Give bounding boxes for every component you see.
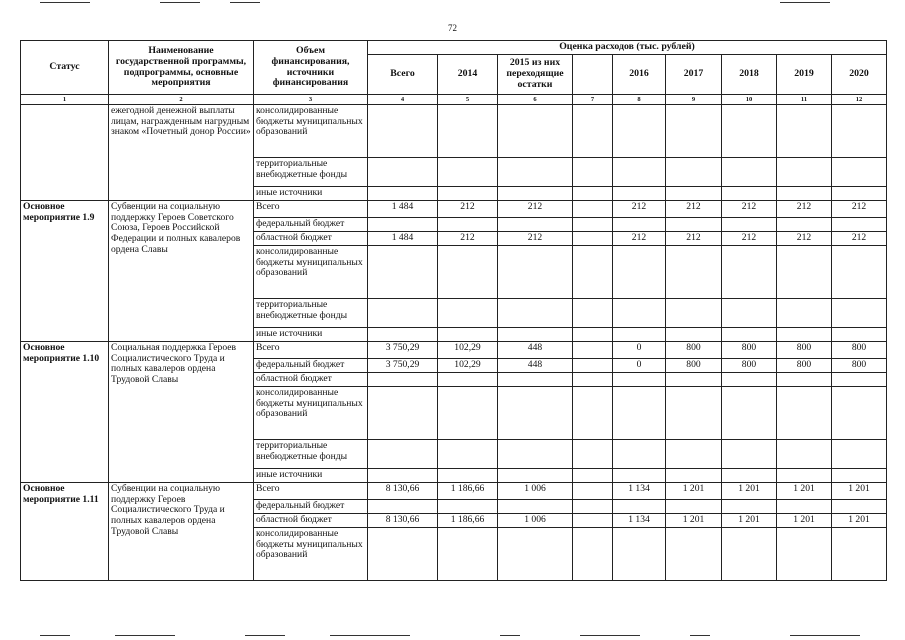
budget-table [20, 40, 887, 581]
value-cell: 800 [666, 359, 722, 373]
column-number: 7 [573, 95, 613, 105]
value-cell [666, 218, 722, 232]
value-cell [777, 528, 832, 581]
value-cell [666, 387, 722, 440]
funding-source-cell: иные источники [254, 469, 368, 483]
column-number: 4 [368, 95, 438, 105]
funding-source-cell: иные источники [254, 187, 368, 201]
value-cell: 212 [613, 232, 666, 246]
column-number: 10 [722, 95, 777, 105]
scan-line [40, 2, 90, 3]
value-cell: 800 [832, 342, 887, 359]
value-cell [722, 299, 777, 328]
column-number: 5 [438, 95, 498, 105]
value-cell [722, 218, 777, 232]
value-cell [368, 440, 438, 469]
table-row [21, 342, 887, 359]
value-cell [573, 218, 613, 232]
value-cell [368, 373, 438, 387]
value-cell [438, 299, 498, 328]
scan-line [40, 635, 70, 636]
funding-source-cell: федеральный бюджет [254, 500, 368, 514]
value-cell: 102,29 [438, 342, 498, 359]
value-cell [832, 246, 887, 299]
funding-source-cell: консолидированные бюджеты муниципальных образований [254, 387, 368, 440]
value-cell [832, 500, 887, 514]
header-year: 2016 [613, 55, 666, 95]
value-cell [832, 373, 887, 387]
funding-source-cell: Всего [254, 483, 368, 500]
value-cell [777, 500, 832, 514]
scan-line [790, 635, 860, 636]
value-cell [666, 469, 722, 483]
value-cell [722, 469, 777, 483]
value-cell: 1 484 [368, 232, 438, 246]
value-cell: 1 134 [613, 483, 666, 500]
value-cell [832, 218, 887, 232]
value-cell [666, 373, 722, 387]
value-cell: 3 750,29 [368, 359, 438, 373]
value-cell: 212 [498, 232, 573, 246]
scan-line [580, 635, 640, 636]
value-cell: 1 186,66 [438, 514, 498, 528]
funding-source-cell: территориальные внебюджетные фонды [254, 299, 368, 328]
value-cell [438, 469, 498, 483]
status-cell: Основное мероприятие 1.10 [21, 342, 109, 483]
header-status: Статус [21, 41, 109, 95]
scan-line [245, 635, 285, 636]
funding-source-cell: областной бюджет [254, 232, 368, 246]
value-cell: 1 006 [498, 483, 573, 500]
scan-line [500, 635, 520, 636]
value-cell [722, 158, 777, 187]
funding-source-cell: консолидированные бюджеты муниципальных образований [254, 105, 368, 158]
value-cell [613, 469, 666, 483]
value-cell [438, 246, 498, 299]
value-cell [498, 218, 573, 232]
value-cell: 1 201 [832, 514, 887, 528]
value-cell [722, 328, 777, 342]
value-cell: 1 134 [613, 514, 666, 528]
scan-line [115, 635, 175, 636]
value-cell [613, 187, 666, 201]
value-cell [832, 158, 887, 187]
budget-body [21, 105, 887, 581]
value-cell [438, 373, 498, 387]
value-cell [722, 373, 777, 387]
scan-line [690, 635, 710, 636]
value-cell: 3 750,29 [368, 342, 438, 359]
column-number: 11 [777, 95, 832, 105]
value-cell [832, 387, 887, 440]
column-number: 6 [498, 95, 573, 105]
status-cell: Основное мероприятие 1.9 [21, 201, 109, 342]
value-cell [498, 469, 573, 483]
value-cell [573, 187, 613, 201]
value-cell [438, 158, 498, 187]
table-row [21, 201, 887, 218]
value-cell [368, 187, 438, 201]
value-cell [777, 246, 832, 299]
value-cell [438, 187, 498, 201]
value-cell [666, 299, 722, 328]
value-cell [438, 328, 498, 342]
value-cell [368, 500, 438, 514]
funding-source-cell: областной бюджет [254, 514, 368, 528]
header-year: 2015 из них переходящие остатки [498, 55, 573, 95]
column-number: 3 [254, 95, 368, 105]
value-cell: 1 484 [368, 201, 438, 218]
header-estimate: Оценка расходов (тыс. рублей) [368, 41, 887, 55]
value-cell [573, 246, 613, 299]
value-cell [832, 469, 887, 483]
value-cell [777, 328, 832, 342]
value-cell [666, 528, 722, 581]
value-cell [498, 440, 573, 469]
value-cell: 212 [777, 201, 832, 218]
value-cell [573, 483, 613, 500]
column-number: 2 [109, 95, 254, 105]
value-cell: 800 [722, 359, 777, 373]
value-cell [368, 528, 438, 581]
value-cell [613, 500, 666, 514]
value-cell [573, 201, 613, 218]
value-cell [666, 246, 722, 299]
value-cell: 1 201 [832, 483, 887, 500]
value-cell [438, 105, 498, 158]
value-cell [777, 299, 832, 328]
value-cell [573, 373, 613, 387]
funding-source-cell: территориальные внебюджетные фонды [254, 440, 368, 469]
value-cell: 1 201 [722, 514, 777, 528]
table-row [21, 483, 887, 500]
value-cell [613, 440, 666, 469]
value-cell [498, 500, 573, 514]
column-number: 12 [832, 95, 887, 105]
value-cell: 448 [498, 342, 573, 359]
value-cell [666, 105, 722, 158]
value-cell [666, 328, 722, 342]
value-cell [613, 299, 666, 328]
value-cell: 212 [832, 201, 887, 218]
column-number: 1 [21, 95, 109, 105]
value-cell [438, 387, 498, 440]
value-cell [498, 246, 573, 299]
value-cell [368, 328, 438, 342]
value-cell [573, 158, 613, 187]
header-year: 2017 [666, 55, 722, 95]
value-cell: 212 [613, 201, 666, 218]
value-cell [498, 387, 573, 440]
value-cell [832, 187, 887, 201]
value-cell [832, 299, 887, 328]
value-cell [573, 514, 613, 528]
value-cell: 800 [666, 342, 722, 359]
value-cell [573, 232, 613, 246]
value-cell [777, 469, 832, 483]
measure-name-cell: ежегодной денежной выплаты лицам, награжденным нагрудным знаком «Почетный донор России» [109, 105, 254, 201]
value-cell [777, 218, 832, 232]
value-cell: 1 186,66 [438, 483, 498, 500]
value-cell [777, 105, 832, 158]
value-cell: 448 [498, 359, 573, 373]
funding-source-cell: Всего [254, 342, 368, 359]
value-cell: 800 [832, 359, 887, 373]
header-year: 2014 [438, 55, 498, 95]
value-cell: 0 [613, 342, 666, 359]
header-year: 2018 [722, 55, 777, 95]
value-cell: 800 [777, 342, 832, 359]
funding-source-cell: областной бюджет [254, 373, 368, 387]
value-cell [573, 105, 613, 158]
value-cell: 212 [666, 201, 722, 218]
value-cell [613, 373, 666, 387]
value-cell: 800 [722, 342, 777, 359]
value-cell [573, 299, 613, 328]
value-cell [666, 187, 722, 201]
value-cell: 1 006 [498, 514, 573, 528]
measure-name-cell: Субвенции на социальную поддержку Героев Советского Союза, Героев Российской Федерации и полных кавалеров ордена Славы [109, 201, 254, 342]
value-cell [368, 105, 438, 158]
value-cell: 212 [666, 232, 722, 246]
funding-source-cell: иные источники [254, 328, 368, 342]
value-cell: 0 [613, 359, 666, 373]
value-cell [666, 500, 722, 514]
value-cell [438, 440, 498, 469]
value-cell [438, 500, 498, 514]
value-cell: 1 201 [666, 514, 722, 528]
value-cell [613, 387, 666, 440]
status-cell: Основное мероприятие 1.11 [21, 483, 109, 581]
value-cell [613, 218, 666, 232]
value-cell [368, 469, 438, 483]
value-cell: 212 [832, 232, 887, 246]
column-number: 8 [613, 95, 666, 105]
value-cell [573, 387, 613, 440]
header-year: 2019 [777, 55, 832, 95]
value-cell: 1 201 [777, 483, 832, 500]
value-cell [666, 440, 722, 469]
value-cell [722, 246, 777, 299]
header-year: 2020 [832, 55, 887, 95]
value-cell [722, 500, 777, 514]
value-cell [368, 387, 438, 440]
value-cell [832, 328, 887, 342]
value-cell [573, 528, 613, 581]
value-cell [368, 246, 438, 299]
funding-source-cell: Всего [254, 201, 368, 218]
header-name: Наименование государственной программы, подпрограммы, основные мероприятия [109, 41, 254, 95]
value-cell [832, 440, 887, 469]
header-volume: Объем финансирования, источники финансирования [254, 41, 368, 95]
value-cell: 800 [777, 359, 832, 373]
value-cell: 102,29 [438, 359, 498, 373]
value-cell [777, 440, 832, 469]
header-year [573, 55, 613, 95]
value-cell [777, 373, 832, 387]
value-cell: 1 201 [722, 483, 777, 500]
value-cell [368, 299, 438, 328]
value-cell [666, 158, 722, 187]
value-cell [722, 187, 777, 201]
value-cell [613, 246, 666, 299]
value-cell: 212 [777, 232, 832, 246]
value-cell [498, 158, 573, 187]
value-cell [573, 342, 613, 359]
value-cell [832, 105, 887, 158]
scan-line [230, 2, 260, 3]
column-number: 9 [666, 95, 722, 105]
value-cell [498, 328, 573, 342]
value-cell: 8 130,66 [368, 483, 438, 500]
value-cell [777, 387, 832, 440]
value-cell: 212 [498, 201, 573, 218]
value-cell [722, 387, 777, 440]
value-cell [498, 105, 573, 158]
value-cell [498, 187, 573, 201]
measure-name-cell: Социальная поддержка Героев Социалистического Труда и полных кавалеров ордена Трудовой Славы [109, 342, 254, 483]
value-cell: 1 201 [666, 483, 722, 500]
measure-name-cell: Субвенции на социальную поддержку Героев Социалистического Труда и полных кавалеров ордена Трудовой Славы [109, 483, 254, 581]
value-cell: 1 201 [777, 514, 832, 528]
funding-source-cell: федеральный бюджет [254, 359, 368, 373]
scan-line [780, 2, 830, 3]
value-cell [438, 218, 498, 232]
value-cell [613, 105, 666, 158]
value-cell: 212 [438, 232, 498, 246]
header-year: Всего [368, 55, 438, 95]
value-cell [573, 440, 613, 469]
funding-source-cell: консолидированные бюджеты муниципальных образований [254, 528, 368, 581]
funding-source-cell: федеральный бюджет [254, 218, 368, 232]
value-cell [613, 528, 666, 581]
value-cell [573, 469, 613, 483]
page-number: 72 [448, 23, 457, 33]
value-cell [777, 158, 832, 187]
value-cell [613, 158, 666, 187]
value-cell: 8 130,66 [368, 514, 438, 528]
scan-line [330, 635, 410, 636]
value-cell [498, 373, 573, 387]
value-cell: 212 [438, 201, 498, 218]
funding-source-cell: консолидированные бюджеты муниципальных образований [254, 246, 368, 299]
value-cell [498, 528, 573, 581]
value-cell [368, 158, 438, 187]
funding-source-cell: территориальные внебюджетные фонды [254, 158, 368, 187]
value-cell [573, 359, 613, 373]
value-cell [438, 528, 498, 581]
value-cell [573, 328, 613, 342]
scan-line [160, 2, 200, 3]
value-cell [368, 218, 438, 232]
value-cell [722, 528, 777, 581]
value-cell: 212 [722, 232, 777, 246]
value-cell [832, 528, 887, 581]
value-cell [722, 105, 777, 158]
status-cell [21, 105, 109, 201]
value-cell [722, 440, 777, 469]
table-row [21, 105, 887, 158]
value-cell: 212 [722, 201, 777, 218]
value-cell [498, 299, 573, 328]
value-cell [613, 328, 666, 342]
value-cell [777, 187, 832, 201]
value-cell [573, 500, 613, 514]
